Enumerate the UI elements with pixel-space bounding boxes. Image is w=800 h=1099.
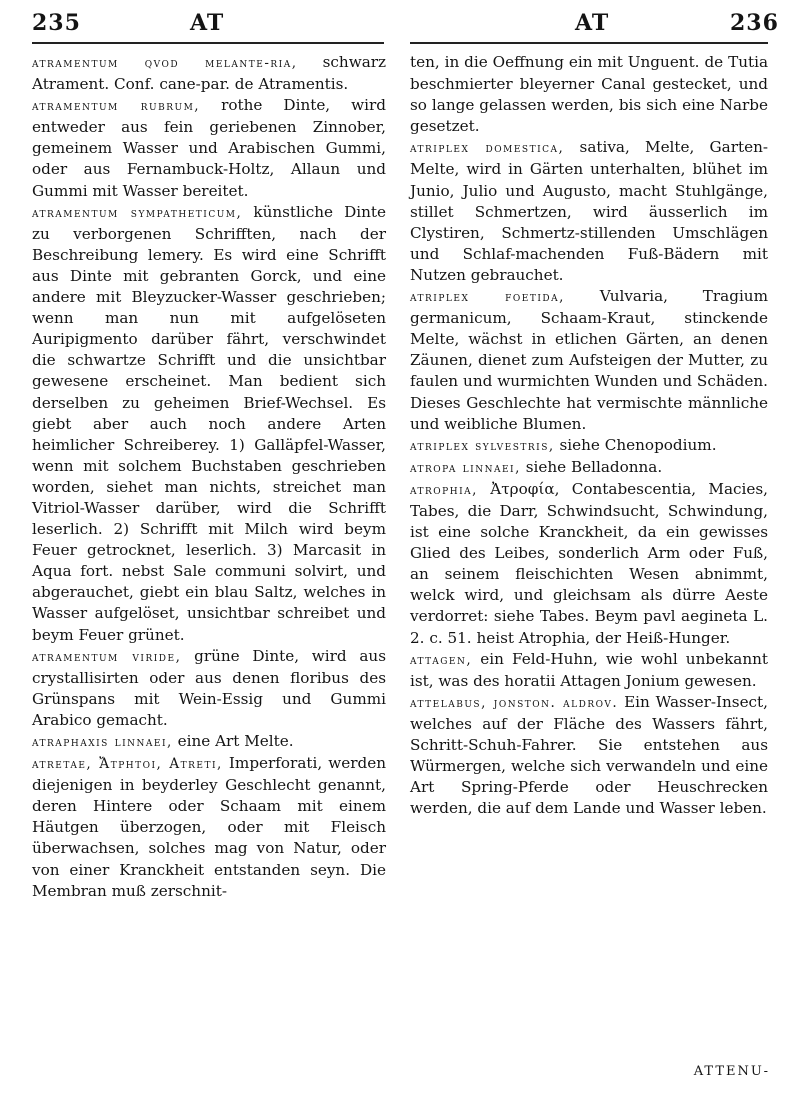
- dictionary-entry: [410, 479, 768, 649]
- entry-text: ten, in die Oeffnung ein mit Unguent. de Tutia beschmierter bleyerner Canal gestecket, und so lange gelassen werden, bis sich eine Narbe gesetzet.: [410, 53, 768, 136]
- dictionary-entry: [32, 646, 386, 731]
- dictionary-entry: [410, 692, 768, 820]
- dictionary-entry: [32, 95, 386, 201]
- entry-headword: attagen,: [410, 651, 473, 668]
- entry-text: schwarz Atrament. Conf. cane-par. de Atramentis.: [32, 53, 387, 94]
- entry-text: siehe Belladonna.: [525, 457, 663, 476]
- entry-headword: atriplex foetida,: [410, 289, 565, 306]
- right-column: [410, 52, 768, 819]
- entry-headword: atriplex domestica,: [410, 140, 565, 157]
- entry-headword: atramentum qvod melante-ria,: [32, 55, 298, 71]
- entry-headword: atretae, Ἄτρητοι, Atreti,: [32, 756, 223, 773]
- entry-headword: attelabus, jonston. aldrov.: [410, 694, 619, 711]
- entry-text: eine Art Melte.: [177, 732, 294, 750]
- running-head-right: AT: [575, 10, 610, 36]
- page-number-left: 235: [32, 10, 81, 36]
- entry-text: siehe Chenopodium.: [559, 435, 717, 454]
- entry-text: Ein Wasser-Insect, welches auf der Fläche des Wassers fährt, Schritt-Schuh-Fahrer. Sie entstehen aus Würmergen, welche sich verwandeln und eine Art Spring-Pferde oder Heuschrecken werden, die auf dem Lande und Wasser leben.: [410, 692, 768, 818]
- dictionary-entry: [410, 52, 768, 137]
- entry-text: künstliche Dinte zu verborgenen Schrifften, nach der Beschreibung lemery. Es wird eine Schrifft aus Dinte mit gebranten Gorck, und eine andere mit Bleyzucker-Wasser geschrieben; wenn man nun mit aufgelöseten Auripigmento darüber fährt, verschwindet die schwartze Schrifft und die unsichtbar gewesene erscheinet. Man bedient sich derselben zu geheimen Brief-Wechsel. Es giebt aber auch noch andere Arten heimlicher Schreiberey. 1) Galläpfel-Wasser, wenn mit solchem Buchstaben geschrieben worden, siehet man nichts, streichet man Vitriol-Wasser darüber, wird die Schrifft leserlich. 2) Schrifft mit Milch wird beym Feuer getrocknet, leserlich. 3) Marcasit in Aqua fort. nebst Sale communi solvirt, und abgerauchet, giebt ein blau Saltz, welches in Wasser aufgelöset, unsichtbar schreibet und beym Feuer grünet.: [32, 202, 387, 644]
- entry-headword: atramentum sympatheticum,: [32, 204, 243, 221]
- entry-text: grüne Dinte, wird aus crystallisirten oder aus denen floribus des Grünspans mit Wein-Essig und Gummi Arabico gemacht.: [32, 646, 386, 729]
- dictionary-entry: [410, 137, 768, 286]
- left-column: [32, 52, 386, 902]
- dictionary-entry: [410, 649, 768, 692]
- running-head-left: AT: [190, 10, 225, 36]
- entry-text: Imperforati, werden diejenigen in beyderley Geschlecht genannt, deren Hintere oder Schaam mit einem Häutgen überzogen, oder mit Fleisch überwachsen, solches mag von Natur, oder von einer Kranckheit entstanden seyn. Die Membran muß zerschnit-: [32, 754, 386, 900]
- entry-headword: atriplex sylvestris,: [410, 437, 555, 454]
- header-rule-left: [32, 42, 384, 44]
- dictionary-entry: [410, 457, 768, 479]
- entry-text: sativa, Melte, Garten-Melte, wird in Gärten unterhalten, blühet im Junio, Julio und Augusto, macht Stuhlgänge, stillet Schmertzen, wird äusserlich im Clystiren, Schmertz-stillenden Umschlägen und Schlaf-machenden Fuß-Bädern mit Nutzen gebrauchet.: [410, 138, 768, 284]
- header-rule-right: [410, 42, 768, 44]
- entry-headword: atramentum rubrum,: [32, 98, 201, 115]
- dictionary-entry: [32, 731, 386, 753]
- entry-text: rothe Dinte, wird entweder aus fein geriebenen Zinnober, gemeinem Wasser und Arabischen Gummi, oder aus Fernambuck-Holtz, Allaun und Gummi mit Wasser bereitet.: [32, 96, 386, 200]
- dictionary-entry: [410, 435, 768, 457]
- entry-headword: atramentum viride,: [32, 648, 182, 665]
- entry-text: Vulvaria, Tragium germanicum, Schaam-Kraut, stinckende Melte, wächst in etlichen Gärten, an denen Zäunen, dienet zum Aufsteigen der Mutter, zu faulen und wurmichten Wunden und Schäden. Dieses Geschlechte hat vermischte männliche und weibliche Blumen.: [410, 287, 768, 433]
- dictionary-entry: [32, 753, 386, 902]
- dictionary-entry: [410, 286, 768, 435]
- dictionary-entry: [32, 202, 386, 646]
- entry-headword: atraphaxis linnaei,: [32, 734, 173, 750]
- page-number-right: 236: [730, 10, 779, 36]
- entry-text: ein Feld-Huhn, wie wohl unbekannt ist, was des horatii Attagen Jonium gewesen.: [410, 649, 768, 690]
- entry-text: Ἀτροφία, Contabescentia, Macies, Tabes, die Darr, Schwindsucht, Schwindung, ist eine solche Kranckheit, da ein gewisses Glied des Leibes, sonderlich Arm oder Fuß, an seinem fleischichten Wesen abnimmt, welck wird, und gleichsam als dürre Aeste verdorret: siehe Tabes. Beym pavl aegineta L. 2. c. 51. heist Atrophia, der Heiß-Hunger.: [410, 479, 768, 647]
- entry-headword: atropa linnaei,: [410, 459, 521, 476]
- dictionary-entry: [32, 52, 386, 95]
- entry-headword: atrophia,: [410, 481, 478, 498]
- catchword: ATTENU-: [693, 1064, 770, 1079]
